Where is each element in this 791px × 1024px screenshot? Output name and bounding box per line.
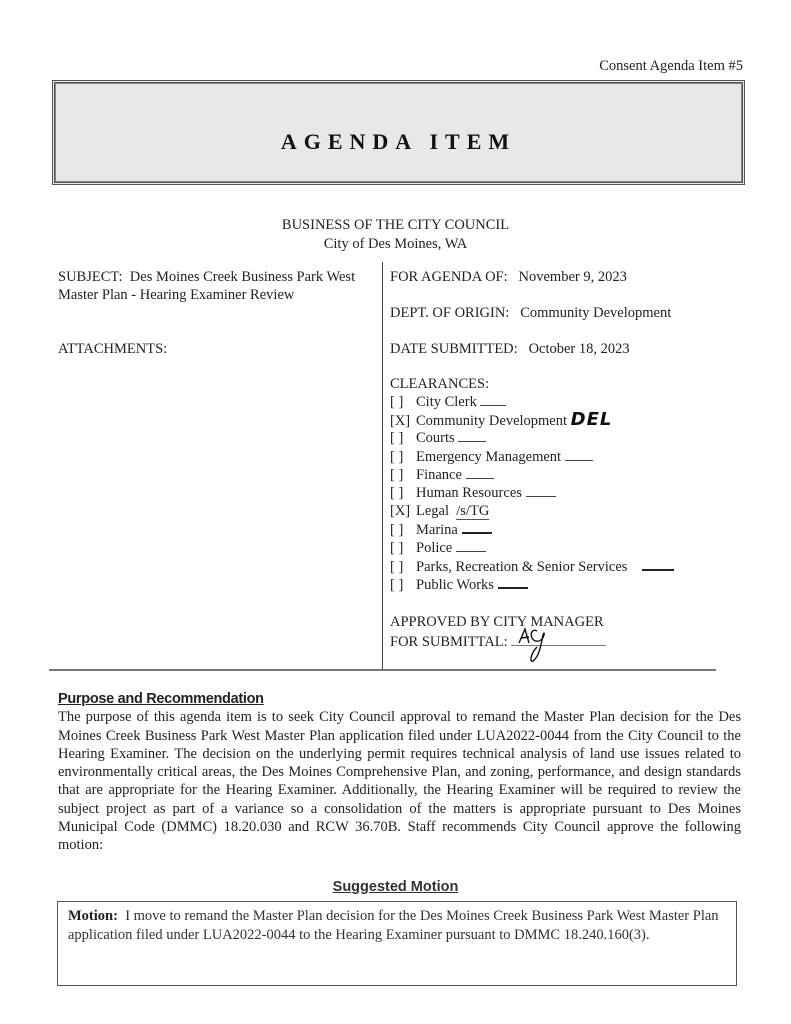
- clearance-item: [390, 411, 730, 429]
- clearances-label: CLEARANCES:: [390, 376, 490, 392]
- checkbox[interactable]: [X]: [390, 503, 411, 520]
- clearance-item: [390, 575, 730, 593]
- submittal-label: FOR SUBMITTAL:: [390, 634, 508, 651]
- agenda-of-field: [390, 268, 730, 286]
- checkbox[interactable]: [ ]: [390, 430, 404, 447]
- initials-blank: [498, 575, 528, 589]
- checkbox[interactable]: [ ]: [390, 522, 404, 539]
- initials-blank: [526, 484, 556, 497]
- initials-blank: [458, 429, 486, 442]
- checkbox[interactable]: [ ]: [390, 558, 404, 575]
- agenda-of-label: FOR AGENDA OF:: [390, 269, 508, 285]
- initials-signed: /s/TG: [456, 503, 490, 520]
- clearance-item: [390, 520, 730, 538]
- initials-blank: [456, 539, 486, 552]
- dept-origin-value: Community Development: [520, 305, 672, 321]
- initials-blank: [642, 557, 674, 571]
- clearance-item: [390, 484, 730, 502]
- initials-blank: [480, 393, 506, 406]
- checkbox[interactable]: [X]: [390, 413, 411, 430]
- motion-box: [57, 901, 737, 986]
- clearance-name: Human Resources: [416, 484, 522, 501]
- checkbox[interactable]: [ ]: [390, 539, 404, 556]
- date-submitted-value: October 18, 2023: [528, 341, 630, 357]
- title-box: [52, 80, 745, 185]
- clearance-item: [390, 539, 730, 557]
- initials-blank: [565, 448, 593, 461]
- checkbox[interactable]: [ ]: [390, 394, 404, 410]
- initials-handwritten: DEL: [570, 409, 613, 431]
- clearance-name: Police: [416, 539, 453, 556]
- business-header: [0, 216, 791, 254]
- agenda-of-value: November 9, 2023: [518, 269, 627, 285]
- subject-text: Des Moines Creek Business Park West Master Plan - Hearing Examiner Review: [58, 269, 356, 303]
- section-divider: [49, 669, 716, 671]
- column-divider: [382, 262, 383, 670]
- consent-agenda-label: Consent Agenda Item #5: [599, 58, 743, 74]
- dept-origin-field: [390, 304, 730, 322]
- signature-icon: [515, 623, 575, 663]
- subject-field: [58, 268, 378, 304]
- subject-label: SUBJECT:: [58, 269, 123, 285]
- clearance-name: Community Development: [416, 413, 568, 430]
- dept-origin-label: DEPT. OF ORIGIN:: [390, 305, 510, 321]
- purpose-section: [58, 690, 741, 855]
- clearance-name: City Clerk: [416, 394, 477, 410]
- motion-text: I move to remand the Master Plan decision for the Des Moines Creek Business Park West Master Plan application filed under LUA2022-0044 to the Hearing Examiner pursuant to DMMC 18.240.160(3).: [68, 908, 719, 943]
- checkbox[interactable]: [ ]: [390, 576, 404, 593]
- clearance-item: [390, 429, 730, 447]
- checkbox[interactable]: [ ]: [390, 448, 404, 465]
- clearance-name: Emergency Management: [416, 448, 562, 465]
- purpose-body: The purpose of this agenda item is to seek City Council approval to remand the Master Plan decision for the Des Moines Creek Business Park West Master Plan application filed under LUA2022-0044 from the City Council to the Hearing Examiner. The decision on the underlying permit requires technical analysis of land use issues related to environmentally critical areas, the Des Moines Comprehensive Plan, and zoning, performance, and design standards that are appropriate for the Hearing Examiner. Additionally, the Hearing Examiner will be required to review the subject project as part of a variance so a consolidation of the matters is appropriate pursuant to Des Moines Municipal Code (DMMC) 18.20.030 and RCW 36.70B. Staff recommends City Council approve the following motion:: [58, 709, 741, 854]
- business-line-2: City of Des Moines, WA: [323, 236, 468, 252]
- business-line-1: BUSINESS OF THE CITY COUNCIL: [281, 217, 510, 233]
- attachments-label: ATTACHMENTS:: [58, 341, 168, 357]
- clearance-item: [390, 466, 730, 484]
- clearance-item: [390, 448, 730, 466]
- suggested-motion-heading: Suggested Motion: [332, 879, 459, 895]
- clearances-list: [390, 393, 730, 593]
- clearance-item: [390, 557, 730, 575]
- city-manager-signature: [511, 631, 606, 646]
- clearance-name: Courts: [416, 430, 455, 447]
- clearance-item: [390, 393, 730, 411]
- clearance-name: Public Works: [416, 576, 494, 593]
- page-title: AGENDA ITEM: [280, 129, 517, 154]
- date-submitted-field: [390, 340, 730, 358]
- clearance-name: Finance: [416, 466, 462, 483]
- approval-block: [390, 613, 730, 651]
- initials-blank: [466, 466, 494, 479]
- date-submitted-label: DATE SUBMITTED:: [390, 341, 518, 357]
- clearance-item: [390, 502, 730, 520]
- motion-label: Motion:: [68, 908, 118, 924]
- approved-line-1: APPROVED BY CITY MANAGER: [390, 614, 604, 631]
- right-column: [390, 268, 730, 651]
- purpose-heading: Purpose and Recommendation: [58, 691, 264, 707]
- approved-line-2: [390, 631, 730, 651]
- clearance-name: Parks, Recreation & Senior Services: [416, 558, 628, 575]
- clearance-name: Legal: [416, 503, 450, 520]
- left-column: [58, 268, 378, 358]
- checkbox[interactable]: [ ]: [390, 466, 404, 483]
- clearance-name: Marina: [416, 522, 458, 539]
- checkbox[interactable]: [ ]: [390, 484, 404, 501]
- initials-blank: [462, 520, 492, 534]
